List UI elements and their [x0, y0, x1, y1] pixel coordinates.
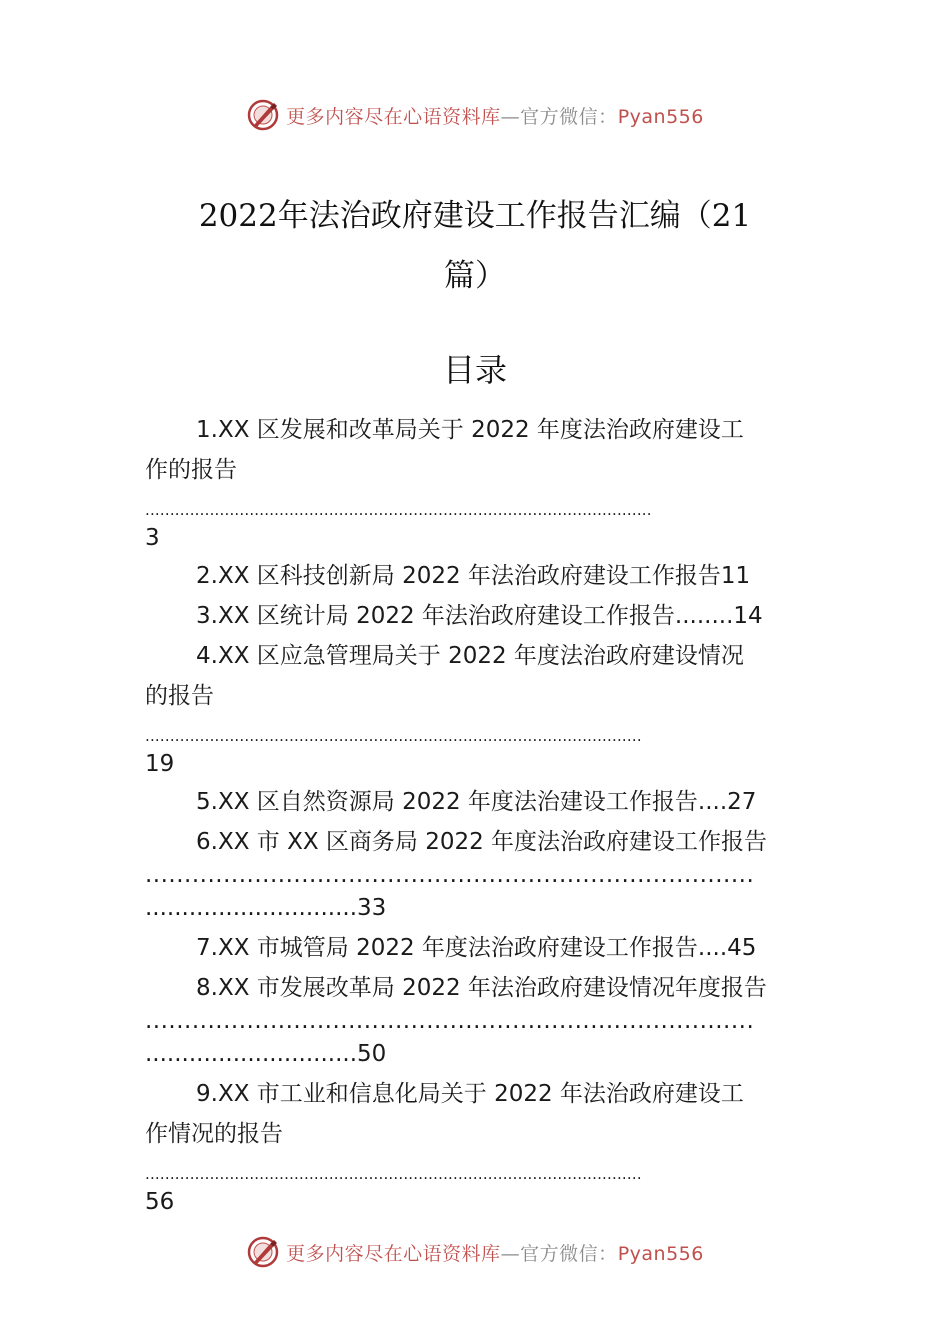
- toc-entry-4-cont[interactable]: 的报告: [145, 683, 214, 709]
- toc-entry-2[interactable]: 2.XX 区科技创新局 2022 年法治政府建设工作报告11: [196, 563, 751, 589]
- toc-entry-1[interactable]: 1.XX 区发展和改革局关于 2022 年度法治政府建设工: [196, 417, 744, 443]
- watermark-text: 更多内容尽在心语资料库—官方微信：Pyan556: [286, 105, 704, 128]
- toc-page-number[interactable]: 19: [145, 751, 175, 777]
- toc-heading: 目录: [442, 351, 507, 389]
- watermark-header: [0, 95, 950, 135]
- title-line-2: 篇）: [444, 258, 506, 294]
- toc-entry-4[interactable]: 4.XX 区应急管理局关于 2022 年度法治政府建设情况: [196, 643, 744, 669]
- toc-page-number[interactable]: 56: [145, 1189, 175, 1215]
- watermark-footer: [0, 1232, 950, 1272]
- toc-entry-1-cont[interactable]: 作的报告: [145, 457, 237, 483]
- fountain-pen-circle-icon: [246, 1235, 280, 1269]
- toc-leader-dots: ..............................................................................: [145, 1008, 755, 1034]
- toc-entry-8[interactable]: 8.XX 市发展改革局 2022 年法治政府建设情况年度报告: [196, 975, 767, 1001]
- title-line-1: 2022年法治政府建设工作报告汇编（21: [198, 198, 752, 234]
- toc-entry-5[interactable]: 5.XX 区自然资源局 2022 年度法治建设工作报告....27: [196, 789, 757, 815]
- toc-page-tail[interactable]: .............................50: [145, 1041, 387, 1067]
- fountain-pen-circle-icon: [246, 98, 280, 132]
- toc-entry-3[interactable]: 3.XX 区统计局 2022 年法治政府建设工作报告........14: [196, 603, 763, 629]
- table-of-contents: [145, 410, 835, 1220]
- toc-entry-7[interactable]: 7.XX 市城管局 2022 年度法治政府建设工作报告....45: [196, 935, 757, 961]
- toc-page-tail[interactable]: .............................33: [145, 895, 387, 921]
- toc-leader-dots: ......................................................................................................: [145, 501, 652, 519]
- watermark-text: 更多内容尽在心语资料库—官方微信：Pyan556: [286, 1242, 704, 1265]
- toc-leader-dots: ....................................................................................................: [145, 727, 642, 745]
- toc-leader-dots: ..............................................................................: [145, 862, 755, 888]
- toc-entry-6[interactable]: 6.XX 市 XX 区商务局 2022 年度法治政府建设工作报告: [196, 829, 768, 855]
- toc-page-number[interactable]: 3: [145, 525, 160, 551]
- toc-leader-dots: ....................................................................................................: [145, 1165, 642, 1183]
- toc-entry-9-cont[interactable]: 作情况的报告: [145, 1121, 283, 1147]
- toc-entry-9[interactable]: 9.XX 市工业和信息化局关于 2022 年法治政府建设工: [196, 1081, 744, 1107]
- document-title: [145, 186, 805, 306]
